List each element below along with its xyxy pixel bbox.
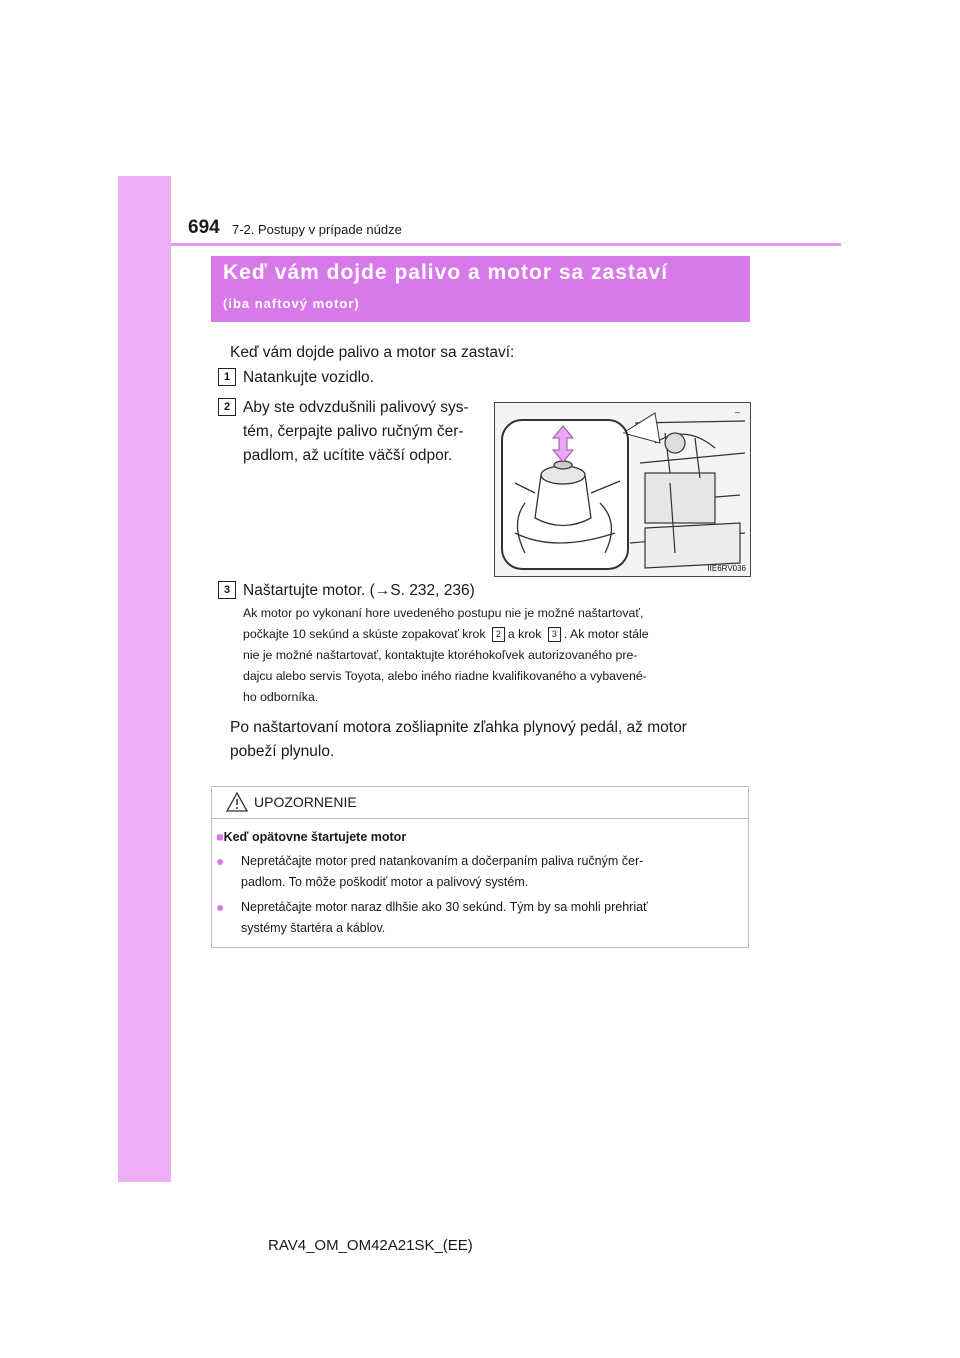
step-number-1: 1 <box>218 368 236 386</box>
figure-code: IIE6RV036 <box>707 564 746 573</box>
step-2-line-3: padlom, až ucítite väčší odpor. <box>243 447 453 464</box>
bullet-dot-icon: ● <box>216 899 225 915</box>
inline-step-box-2: 2 <box>492 627 505 642</box>
header-divider <box>171 243 841 246</box>
svg-text:–: – <box>735 407 741 417</box>
caution-box <box>211 786 749 948</box>
section-title: 7-2. Postupy v prípade núdze <box>232 222 402 237</box>
caution-header <box>212 787 748 819</box>
caution-bullet-2-line-1: Nepretáčajte motor naraz dlhšie ako 30 sekúnd. Tým by sa mohli prehriať <box>241 900 648 914</box>
hand-pump-illustration <box>494 402 751 577</box>
step-3-text: Naštartujte motor. (→S. 232, 236) <box>243 582 475 599</box>
note-paragraph <box>243 603 743 708</box>
note-line-2c: . Ak motor stále <box>563 627 649 641</box>
document-footer: RAV4_OM_OM42A21SK_(EE) <box>268 1237 473 1254</box>
caution-subtitle <box>216 830 406 844</box>
note-line-4: dajcu alebo servis Toyota, alebo iného riadne kvalifikovaného a vybavené- <box>243 669 647 683</box>
note-line-2a: počkajte 10 sekúnd a skúste zopakovať krok <box>243 627 486 641</box>
note-line-2 <box>243 624 743 645</box>
intro-text: Keď vám dojde palivo a motor sa zastaví: <box>230 344 515 361</box>
caution-bullet-2-line-2: systémy štartéra a káblov. <box>241 921 386 935</box>
bullet-dot-icon: ● <box>216 853 225 869</box>
caution-bullet-1-line-1: Nepretáčajte motor pred natankovaním a dočerpaním paliva ručným čer- <box>241 854 644 868</box>
step-number-3: 3 <box>218 581 236 599</box>
inline-step-box-3: 3 <box>548 627 561 642</box>
note-line-2b: a krok <box>507 627 542 641</box>
square-bullet-icon: ■ <box>216 830 224 844</box>
step-1-text: Natankujte vozidlo. <box>243 369 374 386</box>
topic-title-box <box>211 256 750 322</box>
note-line-3: nie je možné naštartovať, kontaktujte ktoréhokoľvek autorizovaného pre- <box>243 648 638 662</box>
note-line-1: Ak motor po vykonaní hore uvedeného postupu nie je možné naštartovať, <box>243 606 644 620</box>
step-2-line-2: tém, čerpajte palivo ručným čer- <box>243 423 464 440</box>
chapter-sidebar <box>118 176 171 1182</box>
step-2-line-1: Aby ste odvzdušnili palivový sys- <box>243 399 469 416</box>
page-number: 694 <box>188 217 220 238</box>
topic-title: Keď vám dojde palivo a motor sa zastaví <box>223 261 669 284</box>
note-line-5: ho odborníka. <box>243 690 319 704</box>
engine-bay-drawing <box>495 403 750 576</box>
closing-line-2: pobeží plynulo. <box>230 743 335 760</box>
closing-paragraph <box>230 716 745 764</box>
caution-bullet-1-line-2: padlom. To môže poškodiť motor a palivový systém. <box>241 875 529 889</box>
caution-title: UPOZORNENIE <box>254 794 357 810</box>
topic-subtitle: (iba naftový motor) <box>223 296 360 311</box>
step-2-text <box>243 396 488 468</box>
closing-line-1: Po naštartovaní motora zošliapnite zľahka plynový pedál, až motor <box>230 719 687 736</box>
caution-subtitle-text: Keď opätovne štartujete motor <box>223 830 407 844</box>
warning-triangle-icon <box>226 792 248 812</box>
step-number-2: 2 <box>218 398 236 416</box>
